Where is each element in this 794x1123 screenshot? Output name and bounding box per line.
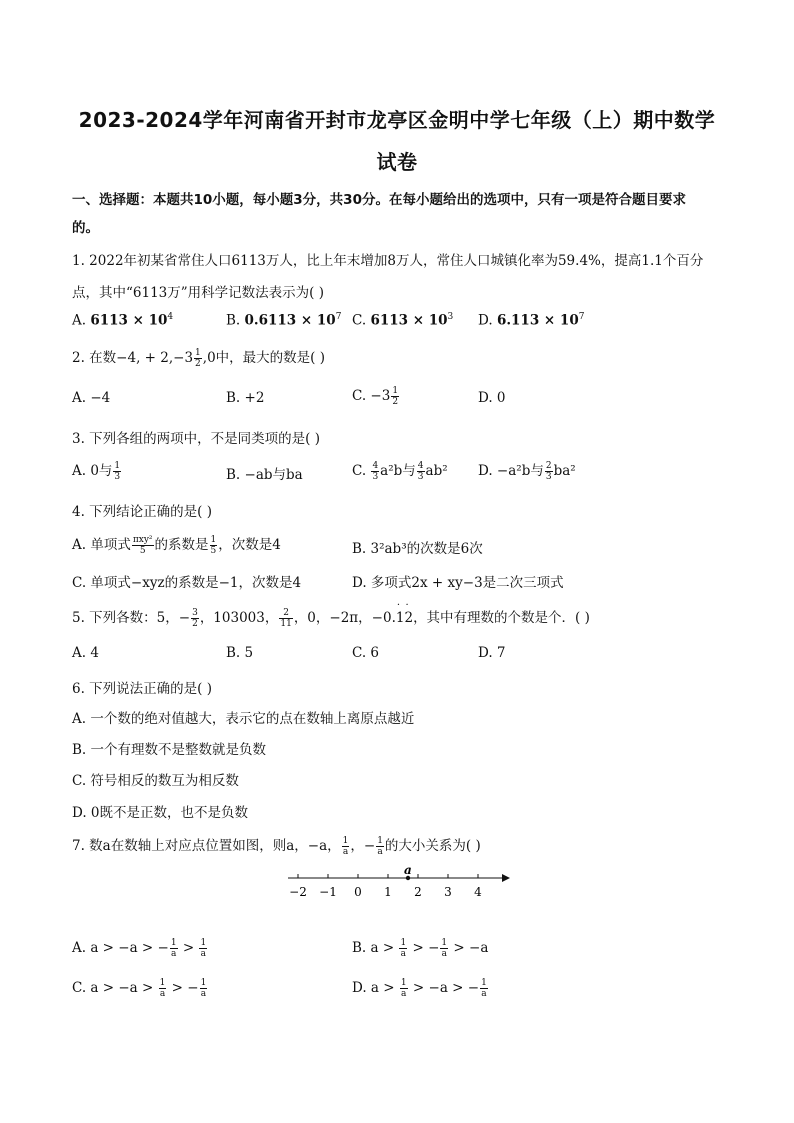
section-instructions-continued: 的。 <box>72 220 99 236</box>
question-2-option-b[interactable]: B. +2 <box>226 390 265 406</box>
question-1-option-d[interactable]: D. $6.113 \times 10^7$ <box>478 312 585 329</box>
question-3-option-a[interactable]: A. 0与 $\frac{1}{3}$ <box>72 461 121 482</box>
exam-title: 2023-2024学年河南省开封市龙亭区金明中学七年级（上）期中数学 <box>78 108 716 132</box>
fraction: $\frac{\text{πxy²}}{5}$ <box>132 535 153 556</box>
fraction: $\frac{1}{a}$ <box>377 836 383 857</box>
question-5-option-c[interactable]: C. 6 <box>352 645 380 661</box>
exam-title-continued: 试卷 <box>376 150 418 174</box>
question-1-option-b[interactable]: B. $0.6113 \times 10^7$ <box>226 312 342 329</box>
fraction: $\frac{3}{2}$ <box>192 608 198 629</box>
question-1-text: 1. 2022年初某省常住人口6113万人，比上年末增加8万人，常住人口城镇化率为59.4%，提高1.1个百分 <box>72 253 704 269</box>
question-4-text: 4. 下列结论正确的是( ) <box>72 504 212 520</box>
number-line-tick-label: −1 <box>319 885 337 899</box>
question-4-option-b[interactable]: B. 3²ab³的次数是6次 <box>352 541 483 557</box>
fraction: $\frac{4}{3}$ <box>417 461 424 482</box>
number-line-tick-label: 2 <box>414 885 422 899</box>
fraction: $\frac{1}{2}$ <box>195 348 201 369</box>
question-6-option-d[interactable]: D. 0既不是正数，也不是负数 <box>72 805 249 821</box>
question-3-option-c[interactable]: C. $\frac{4}{3}$ a²b与 $\frac{4}{3}$ ab² <box>352 461 448 482</box>
number-line-tick-label: 1 <box>384 885 392 899</box>
question-5-option-a[interactable]: A. 4 <box>72 645 99 661</box>
point-a-label: a <box>404 863 412 877</box>
fraction: $\frac{1}{3}$ <box>114 461 121 482</box>
question-5-option-d[interactable]: D. 7 <box>478 645 506 661</box>
question-1-option-c[interactable]: C. $6113 \times 10^3$ <box>352 312 454 329</box>
question-6-option-a[interactable]: A. 一个数的绝对值越大，表示它的点在数轴上离原点越近 <box>72 711 415 727</box>
number-line-tick-label: 4 <box>474 885 482 899</box>
fraction: $\frac{1}{a}$ <box>342 836 349 857</box>
fraction: $\frac{2}{11}$ <box>280 608 292 629</box>
question-4-option-a[interactable]: A. 单项式 $\frac{\text{πxy²}}{5}$ 的系数是 $\frac{1}{5}$ ，次数是4 <box>72 535 281 556</box>
fraction: $\frac{1}{a}$ <box>400 978 407 999</box>
question-4-option-c[interactable]: C. 单项式−xyz的系数是−1，次数是4 <box>72 575 302 591</box>
fraction: $\frac{1}{a}$ <box>170 938 177 959</box>
section-instructions: 一、选择题：本题共10小题，每小题3分，共30分。在每小题给出的选项中，只有一项是符合题目要求 <box>72 192 686 208</box>
number-line-tick-label: −2 <box>289 885 307 899</box>
question-7-option-c[interactable]: C. a > −a > $\frac{1}{a}$ > − $\frac{1}{a}$ <box>72 978 207 999</box>
number-line-figure <box>280 862 520 904</box>
question-6-text: 6. 下列说法正确的是( ) <box>72 681 212 697</box>
fraction: $\frac{1}{2}$ <box>392 386 399 407</box>
question-4-option-d[interactable]: D. 多项式2x + xy−3是二次三项式 <box>352 575 564 591</box>
fraction: $\frac{1}{a}$ <box>200 938 207 959</box>
question-2-text: 2. 在数−4, + 2,−3 $\frac{1}{2}$ ,0中，最大的数是( ) <box>72 348 325 369</box>
question-6-option-c[interactable]: C. 符号相反的数互为相反数 <box>72 773 239 789</box>
number-line-tick-label: 3 <box>444 885 452 899</box>
question-6-option-b[interactable]: B. 一个有理数不是整数就是负数 <box>72 742 267 758</box>
question-3-option-b[interactable]: B. −ab与ba <box>226 467 303 483</box>
repeating-digit: · 1 <box>396 610 405 626</box>
number-line-arrow-icon <box>502 874 510 882</box>
question-1-text-continued: 点，其中“6113万”用科学记数法表示为( ) <box>72 285 324 301</box>
fraction: $\frac{1}{a}$ <box>481 978 487 999</box>
question-7-option-a[interactable]: A. a > −a > − $\frac{1}{a}$ > $\frac{1}{a}$ <box>72 938 207 959</box>
question-7-option-b[interactable]: B. a > $\frac{1}{a}$ > − $\frac{1}{a}$ > −a <box>352 938 489 959</box>
fraction: $\frac{1}{a}$ <box>400 938 407 959</box>
fraction: $\frac{2}{3}$ <box>545 461 552 482</box>
question-2-option-a[interactable]: A. −4 <box>72 390 111 406</box>
number-line-tick-label: 0 <box>354 885 362 899</box>
question-1-option-a[interactable]: A. $6113 \times 10^4$ <box>72 312 174 329</box>
repeating-digit: · 2 <box>404 610 413 626</box>
fraction: $\frac{1}{a}$ <box>200 978 207 999</box>
fraction: $\frac{1}{a}$ <box>441 938 448 959</box>
question-5-option-b[interactable]: B. 5 <box>226 645 254 661</box>
question-2-option-c[interactable]: C. −3 $\frac{1}{2}$ <box>352 386 399 407</box>
fraction: $\frac{1}{a}$ <box>159 978 166 999</box>
fraction: $\frac{4}{3}$ <box>372 461 379 482</box>
question-3-text: 3. 下列各组的两项中，不是同类项的是( ) <box>72 431 320 447</box>
question-5-text: 5. 下列各数：5，− $\frac{3}{2}$ ，103003， $\frac{2}{11}$ ，0，−2π，−0.· 1· 2，其中有理数的个数是个．( ) <box>72 606 590 629</box>
question-7-text: 7. 数a在数轴上对应点位置如图，则a，−a， $\frac{1}{a}$ ，− $\frac{1}{a}$ 的大小关系为( ) <box>72 836 481 857</box>
question-3-option-d[interactable]: D. −a²b与 $\frac{2}{3}$ ba² <box>478 461 576 482</box>
question-2-option-d[interactable]: D. 0 <box>478 390 506 406</box>
fraction: $\frac{1}{5}$ <box>210 535 217 556</box>
question-7-option-d[interactable]: D. a > $\frac{1}{a}$ > −a > − $\frac{1}{a}$ <box>352 978 487 999</box>
